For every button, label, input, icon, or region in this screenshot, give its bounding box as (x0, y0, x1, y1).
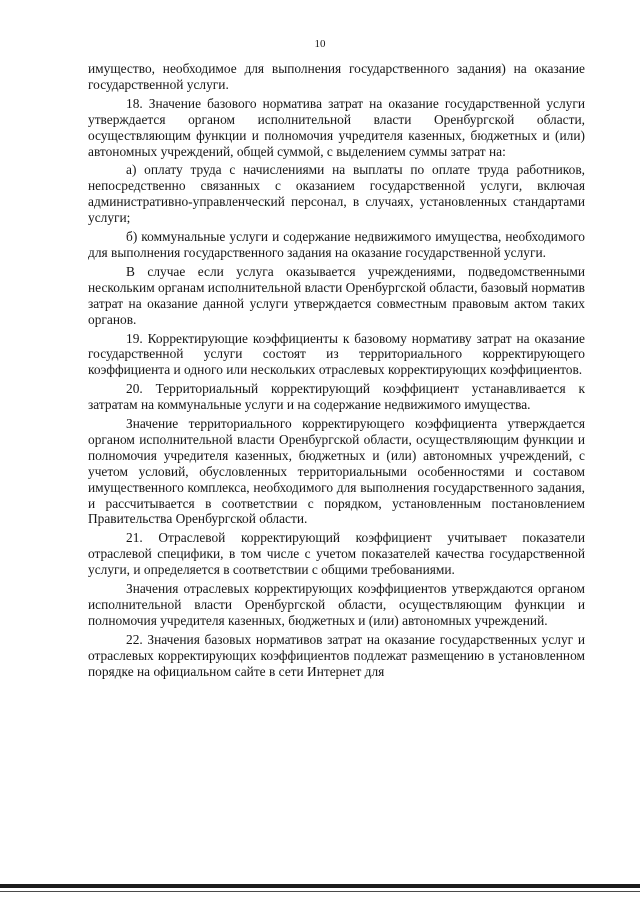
page-number: 10 (314, 38, 326, 50)
paragraph-clause-18-b: б) коммунальные услуги и содержание недвижимого имущества, необходимого для выполнения государственного задания на оказание государственной услуги. (88, 229, 585, 260)
page-bottom-rule-thin (0, 891, 640, 892)
paragraph-clause-21-values: Значения отраслевых корректирующих коэффициентов утверждаются органом исполнительной власти Оренбургской области, осуществляющим функции и полномочия учредителя казенных, бюджетных и (или) автономных учреждений. (88, 581, 585, 628)
paragraph-clause-21: 21. Отраслевой корректирующий коэффициент учитывает показатели отраслевой специфики, в том числе с учетом показателей качества государственной услуги, и определяется в соответствии с общими требованиями. (88, 530, 585, 578)
paragraph-clause-20-value: Значение территориального корректирующего коэффициента утверждается органом исполнительной власти Оренбургской области, осуществляющим функции и полномочия учредителя казенных, бюджетных и (или) автономных учреждений, с учетом условий, обусловленных территориальными особенностями и составом имущественного комплекса, необходимого для выполнения государственного задания, и рассчитывается в соответствии с порядком, установленным постановлением Правительства Оренбургской области. (88, 416, 585, 527)
paragraph-clause-19: 19. Корректирующие коэффициенты к базовому нормативу затрат на оказание государственной услуги состоят из территориального корректирующего коэффициента и одного или нескольких отраслевых корректирующих коэффициентов. (88, 330, 585, 378)
paragraph-clause-18-joint-act: В случае если услуга оказывается учреждениями, подведомственными нескольким органам исполнительной власти Оренбургской области, базовый норматив затрат на оказание данной услуги утверждается совместным правовым актом таких органов. (88, 263, 585, 327)
paragraph-continuation: имущество, необходимое для выполнения государственного задания) на оказание государственной услуги. (88, 61, 585, 92)
paragraph-clause-20: 20. Территориальный корректирующий коэффициент устанавливается к затратам на коммунальные услуги и на содержание недвижимого имущества. (88, 381, 585, 413)
paragraph-clause-22: 22. Значения базовых нормативов затрат на оказание государственных услуг и отраслевых корректирующих коэффициентов подлежат размещению в установленном порядке на официальном сайте в сети Интернет для (88, 631, 585, 679)
paragraph-clause-18-a: а) оплату труда с начислениями на выплаты по оплате труда работников, непосредственно связанных с оказанием государственной услуги, включая административно-управленческий персонал, в случаях, установленных стандартами услуги; (88, 162, 585, 226)
document-body (88, 61, 585, 683)
page-bottom-rule (0, 884, 640, 888)
paragraph-clause-18: 18. Значение базового норматива затрат на оказание государственной услуги утверждается органом исполнительной власти Оренбургской области, осуществляющим функции и полномочия учредителя казенных, бюджетных и (или) автономных учреждений, общей суммой, с выделением суммы затрат на: (88, 95, 585, 159)
